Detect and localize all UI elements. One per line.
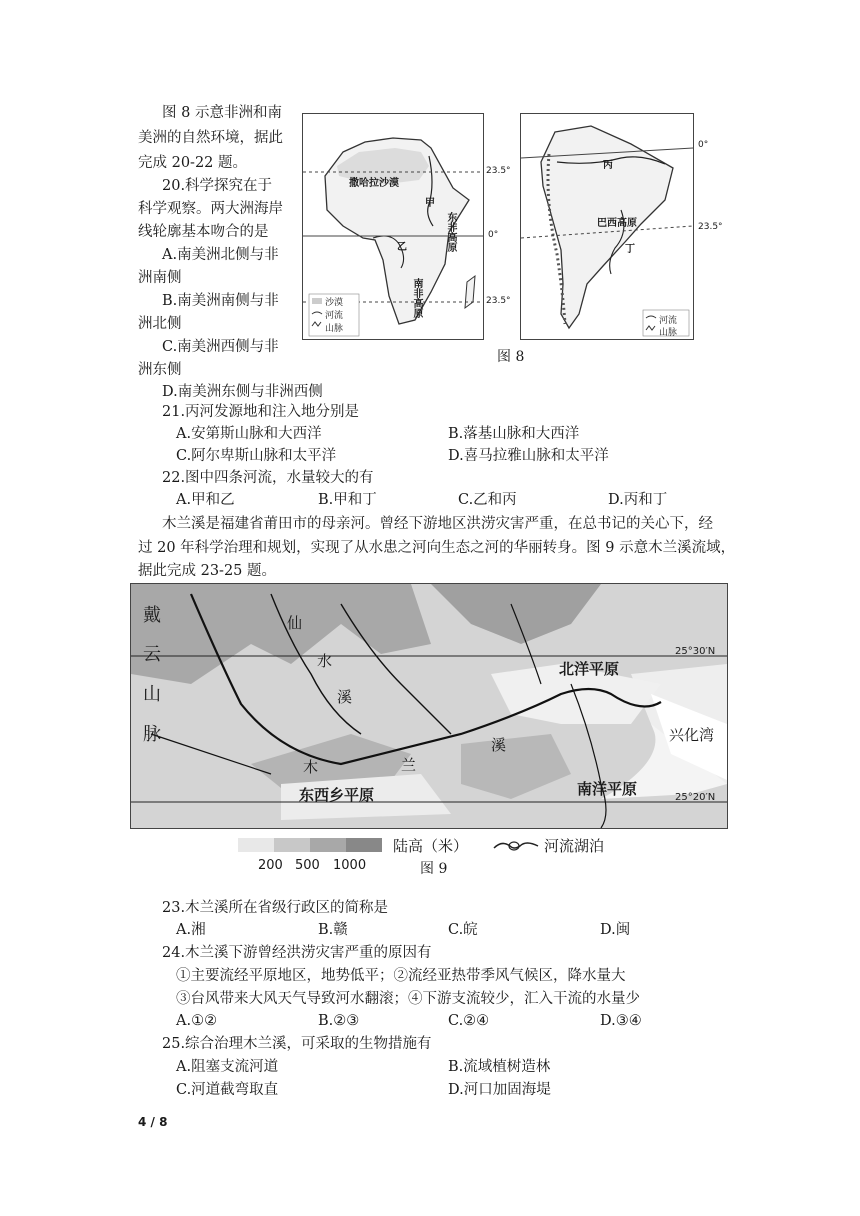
q20-stem: 线轮廓基本吻合的是 bbox=[138, 224, 269, 240]
lat-25-20: 25°20′N bbox=[675, 792, 716, 803]
legend-elevation-title: 陆高（米） bbox=[393, 837, 469, 855]
q22-stem: 22.图中四条河流，水量较大的有 bbox=[162, 470, 374, 486]
q21-option-c: C.阿尔卑斯山脉和太平洋 bbox=[176, 448, 337, 464]
q24-statement-2: ③台风带来大风天气导致河水翻滚；④下游支流较少，汇入干流的水量少 bbox=[176, 991, 640, 1007]
intro-line: 完成 20-22 题。 bbox=[138, 155, 248, 171]
brazil-plateau-label: 巴西高原 bbox=[597, 218, 637, 229]
q20-stem: 20.科学探究在于 bbox=[162, 178, 273, 194]
africa-lat-equator: 0° bbox=[488, 230, 499, 240]
q20-option-c: C.南美洲西侧与非 bbox=[162, 339, 279, 355]
q25-option-d: D.河口加固海堤 bbox=[448, 1082, 551, 1098]
intro-line: 美洲的自然环境，据此 bbox=[138, 130, 283, 146]
intro2-line: 木兰溪是福建省莆田市的母亲河。曾经下游地区洪涝灾害严重，在总书记的关心下，经 bbox=[162, 516, 713, 532]
jia-label: 甲 bbox=[425, 198, 435, 209]
sahara-label: 撒哈拉沙漠 bbox=[349, 178, 399, 189]
q22-option-a: A.甲和乙 bbox=[176, 492, 235, 508]
daiyun-label-1: 戴 bbox=[143, 605, 161, 626]
legend-mountain: 山脉 bbox=[325, 324, 344, 334]
lat-25-30: 25°30′N bbox=[675, 646, 716, 657]
mulan-label-2: 兰 bbox=[401, 756, 417, 774]
q25-option-c: C.河道截弯取直 bbox=[176, 1082, 279, 1098]
bing-label: 丙 bbox=[603, 160, 613, 171]
xianshui-label-2: 水 bbox=[317, 652, 333, 670]
south-america-map bbox=[520, 113, 694, 340]
q23-option-d: D.闽 bbox=[600, 922, 631, 938]
xinghua-bay-label: 兴化湾 bbox=[669, 726, 715, 744]
q24-stem: 24.木兰溪下游曾经洪涝灾害严重的原因有 bbox=[162, 945, 432, 961]
legend-river-label: 河流湖泊 bbox=[544, 837, 605, 855]
q22-option-d: D.丙和丁 bbox=[608, 492, 668, 508]
legend-swatch-500 bbox=[310, 838, 346, 852]
xianshui-label-1: 仙 bbox=[287, 614, 303, 632]
south-african-plateau-label: 南非高原 bbox=[411, 278, 422, 318]
q21-option-a: A.安第斯山脉和大西洋 bbox=[176, 426, 322, 442]
q21-option-b: B.落基山脉和大西洋 bbox=[448, 426, 580, 442]
q20-option-d: D.南美洲东侧与非洲西侧 bbox=[162, 384, 323, 400]
daiyun-label-3: 山 bbox=[143, 684, 161, 705]
daiyun-label-4: 脉 bbox=[143, 724, 161, 745]
q20-stem: 科学观察。两大洲海岸 bbox=[138, 201, 283, 217]
legend-river: 河流 bbox=[659, 316, 678, 326]
legend-value-200: 200 bbox=[258, 858, 283, 873]
mulanxi-map bbox=[130, 583, 728, 829]
africa-lat-north: 23.5° bbox=[486, 166, 511, 176]
q20-option-a: A.南美洲北侧与非 bbox=[162, 247, 279, 263]
ding-label: 丁 bbox=[625, 244, 635, 255]
q21-option-d: D.喜马拉雅山脉和太平洋 bbox=[448, 448, 609, 464]
river-legend-icon bbox=[492, 838, 540, 854]
africa-map bbox=[302, 113, 484, 340]
q22-option-c: C.乙和丙 bbox=[458, 492, 517, 508]
q23-stem: 23.木兰溪所在省级行政区的简称是 bbox=[162, 900, 389, 916]
intro-line: 图 8 示意非洲和南 bbox=[162, 105, 282, 121]
beiyang-plain-label: 北洋平原 bbox=[559, 660, 620, 678]
q25-option-a: A.阻塞支流河道 bbox=[176, 1059, 279, 1075]
q23-option-a: A.湘 bbox=[176, 922, 206, 938]
q20-option-c: 洲东侧 bbox=[138, 362, 182, 378]
legend-swatch-low bbox=[238, 838, 274, 852]
q24-option-d: D.③④ bbox=[600, 1013, 642, 1029]
xianshui-label-3: 溪 bbox=[337, 688, 353, 706]
mulan-label-1: 木 bbox=[303, 758, 319, 776]
q23-option-b: B.赣 bbox=[318, 922, 348, 938]
q24-option-a: A.①② bbox=[176, 1013, 218, 1029]
sa-lat-south: 23.5° bbox=[698, 222, 723, 232]
legend-swatch-1000 bbox=[346, 838, 382, 852]
legend-value-1000: 1000 bbox=[333, 858, 367, 873]
east-african-plateau-label: 东非高原 bbox=[445, 212, 456, 252]
q24-option-c: C.②④ bbox=[448, 1013, 490, 1029]
q23-option-c: C.皖 bbox=[448, 922, 478, 938]
figure-9-caption: 图 9 bbox=[420, 861, 448, 877]
figure-8-caption: 图 8 bbox=[497, 349, 525, 365]
nanyang-plain-label: 南洋平原 bbox=[577, 780, 638, 798]
q24-option-b: B.②③ bbox=[318, 1013, 360, 1029]
q22-option-b: B.甲和丁 bbox=[318, 492, 377, 508]
legend-desert: 沙漠 bbox=[325, 298, 344, 308]
dongxixiang-plain-label: 东西乡平原 bbox=[299, 786, 375, 804]
legend-river: 河流 bbox=[325, 311, 344, 321]
africa-lat-south: 23.5° bbox=[486, 296, 511, 306]
mulan-label-3: 溪 bbox=[491, 736, 507, 754]
q21-stem: 21.丙河发源地和注入地分别是 bbox=[162, 404, 360, 420]
legend-value-500: 500 bbox=[295, 858, 320, 873]
q20-option-b: 洲北侧 bbox=[138, 316, 182, 332]
mulanxi-map-drawing bbox=[131, 584, 727, 828]
legend-mountain: 山脉 bbox=[659, 328, 678, 338]
daiyun-label-2: 云 bbox=[143, 644, 161, 665]
q24-statement-1: ①主要流经平原地区，地势低平；②流经亚热带季风气候区，降水量大 bbox=[176, 968, 626, 984]
page-number: 4 / 8 bbox=[138, 1115, 168, 1129]
q20-option-b: B.南美洲南侧与非 bbox=[162, 293, 279, 309]
intro2-line: 过 20 年科学治理和规划，实现了从水患之河向生态之河的华丽转身。图 9 示意木兰溪流域， bbox=[138, 540, 736, 556]
yi-label: 乙 bbox=[397, 242, 407, 253]
q25-option-b: B.流域植树造林 bbox=[448, 1059, 551, 1075]
q20-option-a: 洲南侧 bbox=[138, 270, 182, 286]
sa-lat-equator: 0° bbox=[698, 140, 709, 150]
legend-swatch-200 bbox=[274, 838, 310, 852]
q25-stem: 25.综合治理木兰溪，可采取的生物措施有 bbox=[162, 1036, 432, 1052]
intro2-line: 据此完成 23-25 题。 bbox=[138, 563, 277, 579]
